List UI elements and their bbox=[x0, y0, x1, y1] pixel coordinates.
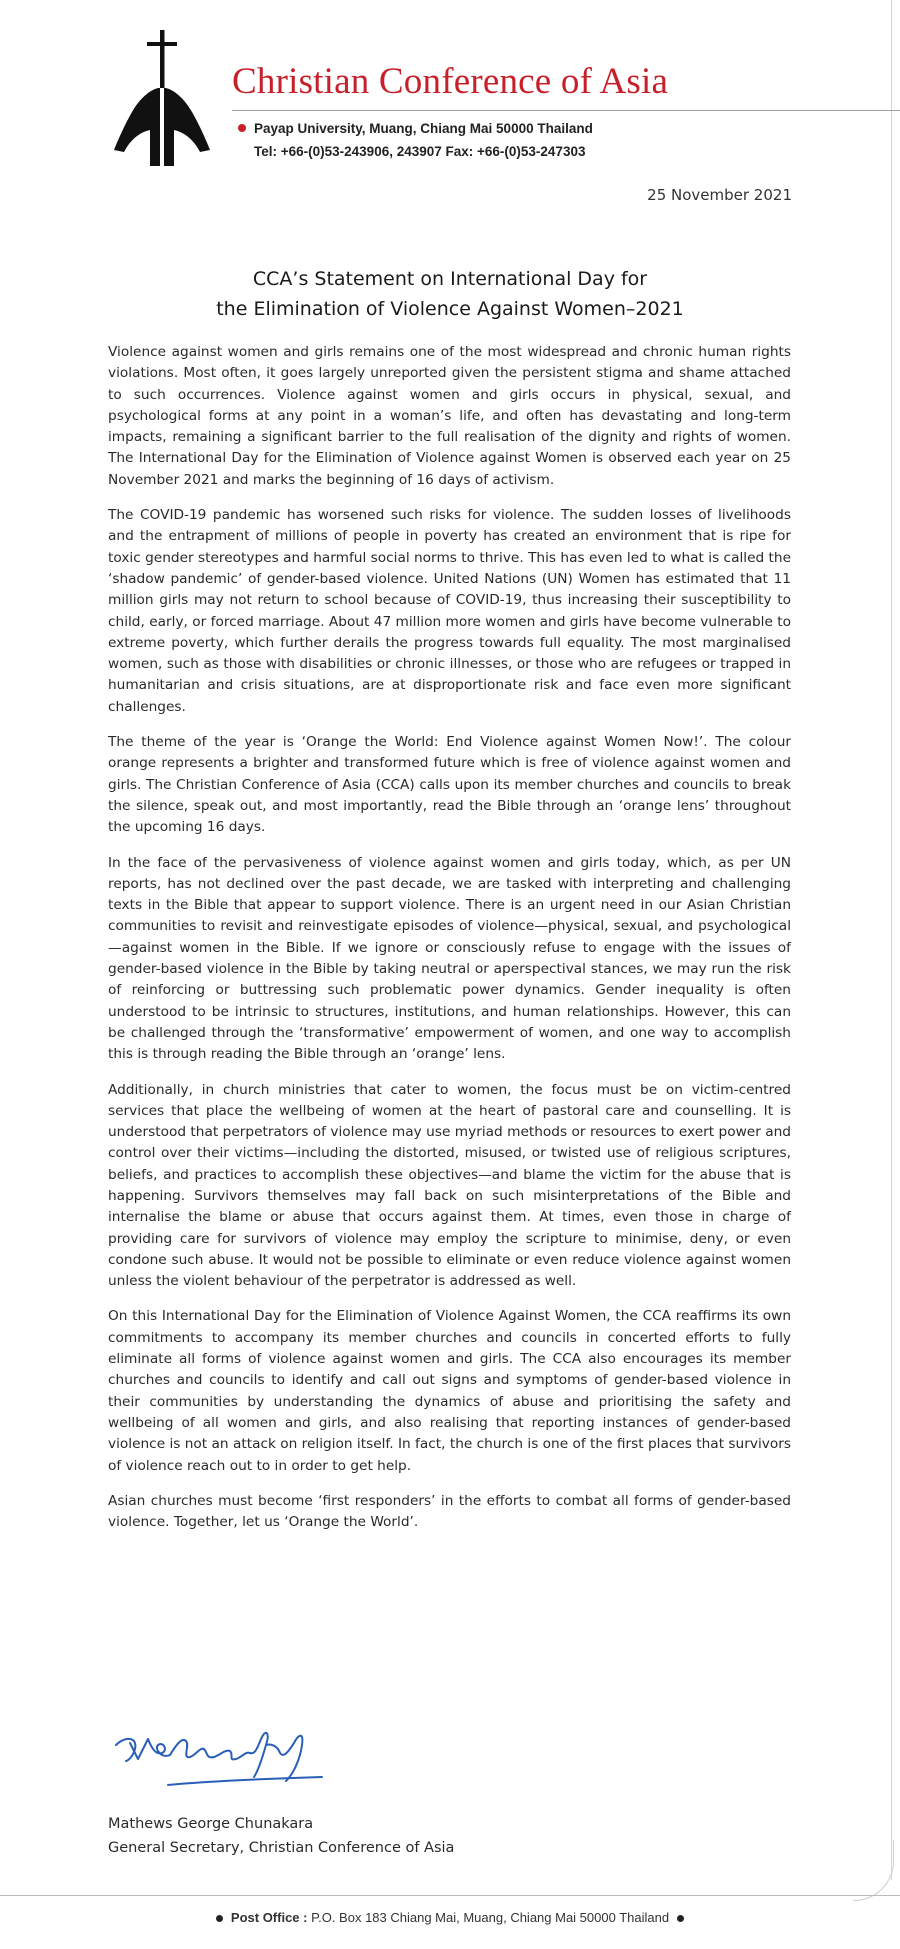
handwritten-signature bbox=[108, 1715, 338, 1795]
signatory-position: General Secretary, Christian Conference of Asia bbox=[108, 1840, 455, 1856]
organization-contact: Tel: +66-(0)53-243906, 243907 Fax: +66-(0)53-247303 bbox=[254, 144, 586, 159]
letterhead bbox=[0, 0, 900, 175]
organization-name: Christian Conference of Asia bbox=[232, 61, 669, 102]
signatory-name: Mathews George Chunakara bbox=[108, 1816, 314, 1832]
paragraph: On this International Day for the Elimination of Violence Against Women, the CCA reaffirms its own commitments to accompany its member churches and councils in concerted efforts to fully eliminate all forms of violence against women and girls. The CCA also encourages its member churches and councils to identify and call out signs and symptoms of gender-based violence in their communities by understanding the dynamics of abuse and prioritising the safety and wellbeing of all women and girls, and also realising that reporting instances of gender-based violence is not an attack on religion itself. In fact, the church is one of the first places that survivors of violence reach out to in order to get help. bbox=[108, 1308, 791, 1474]
bullet-dot-icon bbox=[216, 1915, 223, 1922]
bullet-dot-icon bbox=[677, 1915, 684, 1922]
page-curl bbox=[853, 1840, 894, 1901]
organization-address: Payap University, Muang, Chiang Mai 50000 Thailand bbox=[254, 121, 593, 136]
signatory-block bbox=[108, 1812, 454, 1860]
cca-cross-logo-icon bbox=[110, 28, 220, 178]
paragraph: Violence against women and girls remains one of the most widespread and chronic human rights violations. Most often, it goes largely unreported given the persistent stigma and shame attached to such occurrences. Violence against women and girls occurs in physical, sexual, and psychological forms at any point in a woman’s life, and often has devastating and long-term impacts, remaining a significant barrier to the full realisation of the dignity and rights of women. The International Day for the Elimination of Violence against Women is observed each year on 25 November 2021 and marks the beginning of 16 days of activism. bbox=[108, 344, 791, 488]
footer-address: P.O. Box 183 Chiang Mai, Muang, Chiang Mai 50000 Thailand bbox=[311, 1910, 670, 1925]
document-date: 25 November 2021 bbox=[647, 186, 792, 204]
paragraph: The COVID-19 pandemic has worsened such risks for violence. The sudden losses of livelihoods and the entrapment of millions of people in poverty has created an environment that is ripe for toxic gender stereotypes and harmful social norms to thrive. This has even led to what is called the ‘shadow pandemic’ of gender-based violence. United Nations (UN) Women has estimated that 11 million girls may not return to school because of COVID-19, thus increasing their susceptibility to child, early, or forced marriage. About 47 million more women and girls have become vulnerable to extreme poverty, which further derails the progress towards full equality. The most marginalised women, such as those with disabilities or chronic illnesses, or those who are refugees or trapped in humanitarian and crisis situations, are at disproportionate risk and face even more significant challenges. bbox=[108, 507, 791, 715]
paragraph: Additionally, in church ministries that cater to women, the focus must be on victim-centred services that place the wellbeing of women at the heart of pastoral care and counselling. It is understood that perpetrators of violence may use myriad methods or resources to exert power and control over their victims—including the distorted, misused, or twisted use of religious scriptures, beliefs, and practices to accomplish these objectives—and blame the victim for the abuse that is happening. Survivors themselves may fall back on such misinterpretations of the Bible and internalise the blame or abuse that occurs against them. At times, even those in charge of providing care for survivors of violence may employ the scripture to minimise, deny, or even condone such abuse. It would not be possible to eliminate or even reduce violence against women unless the violent behaviour of the perpetrator is addressed as well. bbox=[108, 1081, 791, 1290]
statement-body bbox=[108, 342, 791, 1547]
footer-label: Post Office : bbox=[230, 1910, 308, 1925]
paragraph: Asian churches must become ‘first responders’ in the efforts to combat all forms of gender-based violence. Together, let us ‘Orange the World’. bbox=[108, 1492, 791, 1531]
document-title-line-1: CCA’s Statement on International Day for bbox=[252, 268, 648, 290]
document-title-line-2: the Elimination of Violence Against Women–2021 bbox=[216, 298, 684, 320]
bullet-dot-icon bbox=[238, 124, 246, 132]
page-edge bbox=[891, 0, 892, 1880]
paragraph: In the face of the pervasiveness of violence against women and girls today, which, as per UN reports, has not declined over the past decade, we are tasked with interpreting and challenging texts in the Bible that appear to support violence. There is an urgent need in our Asian Christian communities to revisit and reinvestigate episodes of violence—physical, sexual, and psychological—against women in the Bible. If we ignore or consciously refuse to engage with the issues of gender-based violence in the Bible by taking neutral or aperspectival stances, we may run the risk of reinforcing or buttressing such problematic power dynamics. Gender inequality is often understood to be intrinsic to structures, institutions, and human relationships. However, this can be challenged through the ‘transformative’ empowerment of women, and one way to accomplish this is through reading the Bible through an ‘orange’ lens. bbox=[108, 854, 791, 1063]
header-divider bbox=[232, 110, 900, 111]
paragraph: The theme of the year is ‘Orange the World: End Violence against Women Now!’. The colour orange represents a brighter and transformed future which is free of violence against women and girls. The Christian Conference of Asia (CCA) calls upon its member churches and councils to break the silence, speak out, and most importantly, read the Bible through an ‘orange lens’ throughout the upcoming 16 days. bbox=[108, 734, 791, 836]
footer bbox=[0, 1910, 900, 1925]
footer-divider bbox=[0, 1895, 900, 1896]
